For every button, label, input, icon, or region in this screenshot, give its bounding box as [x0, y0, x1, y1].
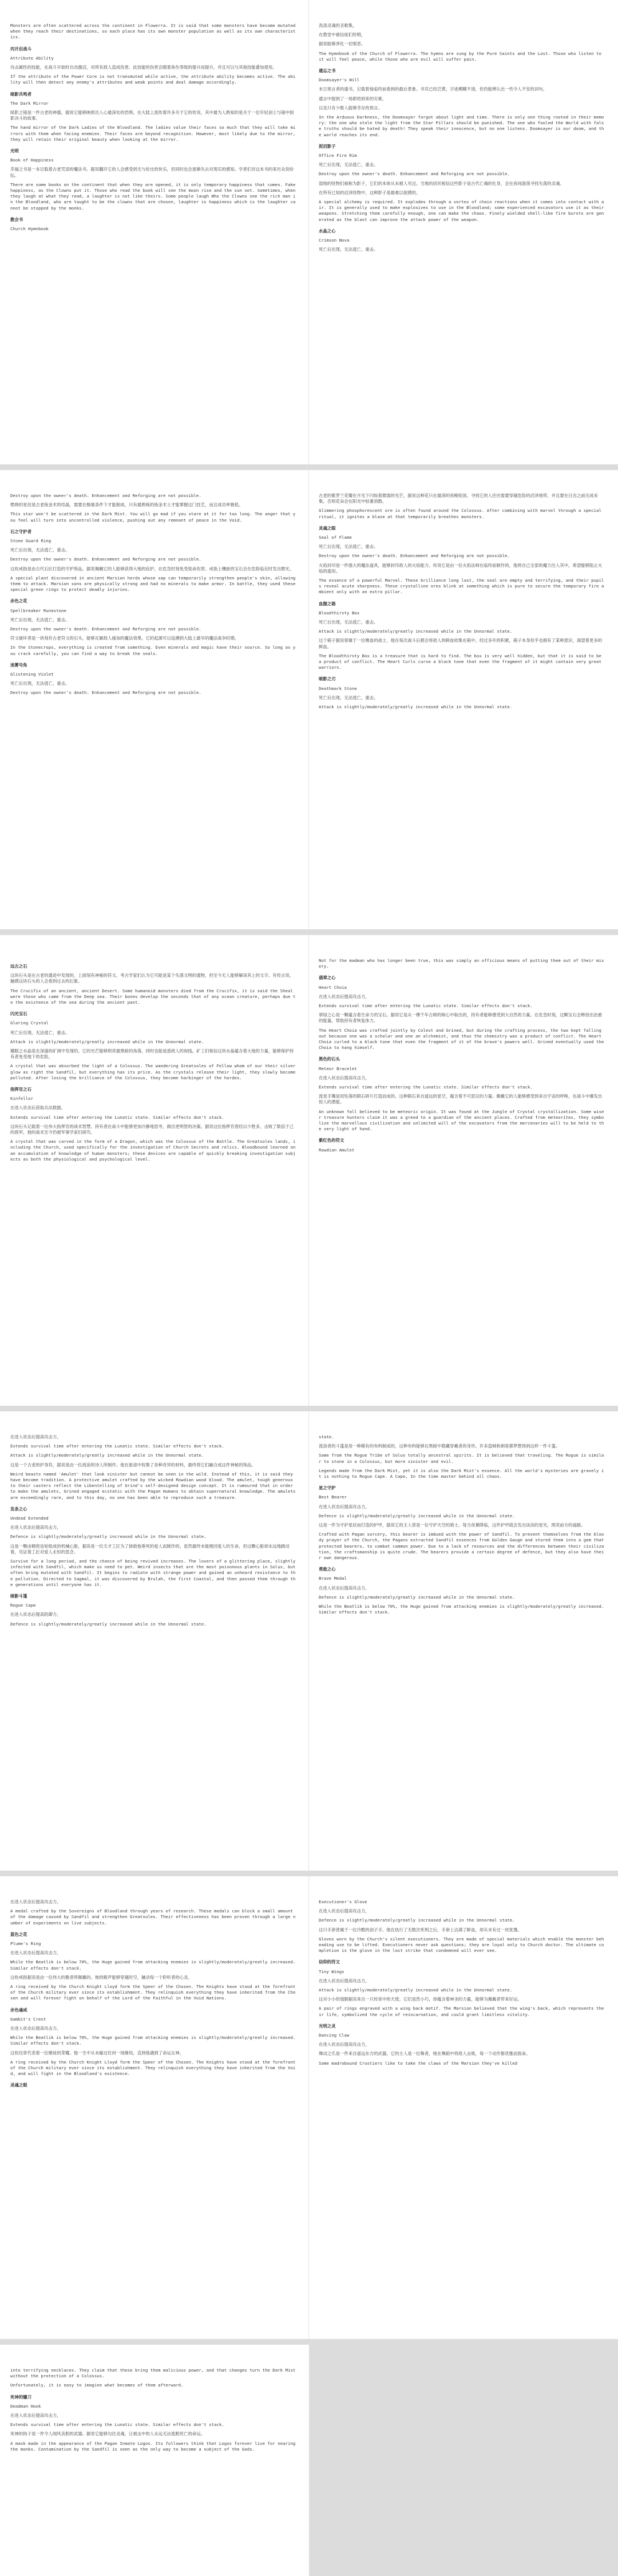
paragraph: Plume's Ring [10, 1941, 41, 1947]
paragraph: Bloodthirsty Box [319, 610, 360, 616]
paragraph: Defence is slightly/moderately/greatly increased while in the Unnormal state. [10, 1534, 207, 1540]
paragraph: 在教堂中被信徒们传唱， [319, 32, 366, 38]
paragraph: Kinfellor [10, 1096, 34, 1102]
paragraph: Extends survival time after entering the Lunatic state. Similar effects don't stack. [10, 2422, 224, 2428]
column-divider [308, 1411, 309, 1871]
paragraph: Weird beasts named 'Amulet' that look sinister but cannot be seen in the wild. Instead of this, it is said they have become tradition. A protective amulet crafted by the wicked Rowdian wood blood. The amulet, tough generous to their casters reflect the Libentelling of Grind's self-designed design concept. It is rumoured that in order to make the amulets, Grined engaged ecstatic with the Pagan Humans to obtain supernatural knowledge. The amulets are exceedingly rare, and to this day, no one has been able to reproduce such a treasure. [10, 1471, 298, 1500]
page-1-left-column [10, 0, 296, 235]
paragraph: 在进入状态后提高攻击力， [10, 1899, 61, 1904]
section-heading: 光明 [10, 148, 19, 154]
paragraph: 在进入状态后获取兵法数据， [10, 1105, 66, 1111]
document-page-2 [0, 470, 618, 929]
paragraph: Church Hymnbook [10, 226, 49, 232]
paragraph: Defence is slightly/moderately/greatly increased while in the Unnormal state. [319, 1594, 515, 1600]
page-3-left-column [10, 935, 296, 1166]
section-heading: 丙开启战斗 [10, 46, 31, 52]
paragraph: 这对小小的翅膀据说来自一只传说中的天使。它们虽然小巧，却蕴含着神圣的力量，能够为佩戴者带来好运。 [319, 1997, 522, 2002]
page-5-left-column [10, 1876, 296, 2092]
paragraph: 流星手镯是用坠落的陨石碎片打造而成的。这种陨石来自遥远的星空，蕴含着不可思议的力量。佩戴它的人能够感受到来自宇宙的呼唤，在战斗中爆发出惊人的潜能。 [319, 1094, 603, 1105]
paragraph: Destroy upon the owner's death. Enhancement and Reforging are not possible. [10, 493, 201, 498]
paragraph: 舞动之爪是一件来自遥远东方的武器。它的主人是一位舞者，她在舞蹈中将敌人击败，每一个动作都优雅而致命。 [319, 2051, 530, 2057]
paragraph: A medal crafted by the Sovereigns of Bloodland through years of research. These medals can block a small amount of the damage caused by Sandfil and strengthen Greatsoles. Their effectiveness has been proven through a large number of experiments on live subjects. [10, 1908, 296, 1926]
paragraph: 这个箱子据说曾属于一位嗜血的战士，他在每次战斗后都会将敌人的鲜血收集在箱中。经过多年的积累，箱子本身似乎也拥有了某种意识，渴望着更多的鲜血。 [319, 638, 603, 649]
column-divider [308, 935, 309, 1406]
paragraph: 在进入状态后提高攻击力， [319, 1504, 370, 1509]
paragraph: In the Stonecrops, everything is created from something. Even minerals and magic have their source. So long as you crack carefully, you can find a way to break the seals. [10, 645, 296, 656]
section-heading: 暗影斗篷 [10, 1593, 27, 1599]
paragraph: 这块石头是在古老的遗迹中发现的，上面刻有神秘的符文。考古学家们认为它可能是某个失落文明的遗物，但至今无人能够解读其上的文字。有传言说，触摸这块石头的人会看到过去的幻象。 [10, 973, 294, 984]
paragraph: Deadman Hook [10, 2403, 41, 2409]
paragraph: 翠绿之心是一颗蕴含着生命力的宝石。据说它是从一棵千年古树的树心中取出的，持有者能够感受到大自然的力量。在危急时刻，这颗宝石会释放出治愈的能量，帮助持有者恢复体力。 [319, 1012, 603, 1024]
section-heading: 遗忘之书 [319, 68, 336, 74]
paragraph: Extends survival time after entering the Lunatic state. Similar effects don't stack. [319, 1084, 533, 1090]
paragraph: 这块石头记载着一位伟大指挥官的战术智慧。持有者在战斗中能够更加冷静地思考，做出更明智的决策。据说这位指挥官曾经以少胜多，击败了数倍于己的敌军，他的战术至今仍被军事学家们研究。 [10, 1123, 294, 1135]
paragraph: 死亡后出现，无法逃亡，重击。 [10, 681, 70, 687]
paragraph: 暗影之镜是一件古老的神器，据说它能够映照出人心最深处的恐惧。在大陆上流传着许多关于它的传说，其中最为人熟知的是关于一位年轻剑士与镜中倒影决斗的故事。 [10, 110, 294, 121]
page-1-right-column [319, 0, 605, 256]
paragraph: Not for the madman who has longer been true, this was simply an officious means of putting them out of their misery. [319, 958, 604, 969]
paragraph: 这是一颗由精密齿轮组成的机械心脏，据说是一位天才工匠为了拯救他垂死的爱人而制作的。虽然最终未能挽回爱人的生命，但这颗心脏却永远地跳动着，见证着工匠对爱人永恒的思念。 [10, 1543, 290, 1555]
paragraph: Brave Medal [319, 1576, 347, 1581]
paragraph: 这只手套曾属于一位冷酷的刽子手。他在执行了无数次死刑之后，手套上沾满了鲜血，却从未有过一丝犹豫。 [319, 1927, 522, 1932]
paragraph: Tiny Wings [319, 1969, 344, 1974]
paragraph: A pair of rings engraved with a wing back motif. The Marsion believed that the wing's back, which represents their life, symbolized the cycle of reincarnation, and could grant limitless vitality. [319, 2006, 604, 2017]
paragraph: Office Fire Rim [319, 153, 357, 159]
paragraph: While the Beatlik is below 70%, the Huge gained from attacking enemies is slightly/moderately/greatly increased. Similar effects don't stack. [319, 1604, 607, 1615]
paragraph: Extends survival time after entering the Lunatic state. Similar effects don't stack. [10, 1114, 224, 1120]
page-6-left-column [10, 2345, 296, 2456]
section-heading: 黑色的石头 [319, 1056, 340, 1062]
paragraph: 死神的钩子是一件令人闻风丧胆的武器。据说它能够勾住灵魂，让被击中的人永远无法逃脱死亡的命运。 [10, 2431, 205, 2437]
section-heading: 暗影共鸣者 [10, 91, 31, 97]
section-heading: 死神的镰刀 [10, 2394, 31, 2400]
paragraph: 死亡后出现，无法逃亡，重击。 [319, 162, 378, 168]
paragraph: 在进入状态后提高攻击力， [319, 993, 370, 999]
page-3-right-column [319, 935, 605, 1157]
paragraph: Heart Choia [319, 984, 347, 990]
paragraph: 在进入状态后提高攻击力， [319, 1585, 370, 1591]
paragraph: 这枚纹章代表着一位赌徒的荣耀。他一生中从未输过任何一场赌局，直到他遇到了命运女神。 [10, 2050, 184, 2056]
paragraph: 在进入状态后提高攻击力， [319, 1075, 370, 1080]
column-divider [308, 1876, 309, 2339]
section-heading: 暗影之刃 [319, 676, 336, 682]
page-4-right-column [319, 1411, 605, 1619]
paragraph: state. [319, 1434, 334, 1439]
column-divider [308, 0, 309, 464]
paragraph: 在进入状态后提高防御力， [10, 1612, 61, 1618]
section-heading: 赤色之花 [10, 598, 27, 604]
paragraph: There are some books on the continent that when they are opened, it is only temporary happiness that comes. Fake happiness, as the Clowns put it. Those who read the book will see the moon rise and the sun set. Sometimes, when they laugh at what they read, a laughter is not like theirs. Some people laugh Who the Clowns see the rich man in the Bloodland, who are taught to be the clowns that are chosen, laughter is happiness which is the laughter cannot be stopped by the monks. [10, 182, 298, 211]
section-heading: 水晶之心 [319, 228, 336, 234]
page-2-left-column [10, 470, 296, 700]
paragraph: 在进入状态后提高攻击力， [10, 1525, 61, 1530]
section-heading: 迷雾号角 [10, 662, 27, 668]
paragraph: Monsters are often scattered across the continent in Flowerra. It is said that some monsters have become mutated when they reach their destinations, so each place has its own monster population as well as its own characteristics. [10, 23, 298, 40]
paragraph: Glaring Crystal [10, 1020, 49, 1026]
paragraph: Attack is slightly/moderately/greatly increased while in the Unnormal state. [10, 1039, 204, 1044]
document-page-1 [0, 0, 618, 464]
paragraph: Some madrobound Crustiers like to take the claws of the Marsion they've killed [319, 2060, 518, 2066]
paragraph: Dancing Claw [319, 2033, 350, 2038]
section-heading: 闪光宝石 [10, 1011, 27, 1017]
document-page-6 [0, 2345, 618, 2576]
paragraph: While the Beatlik is below 70%, the Huge gained from attacking enemies is slightly/moderately/greatly increased. Similar effects don't stack. [10, 2035, 298, 2046]
paragraph: Stone Guard Ring [10, 538, 52, 544]
paragraph: Destroy upon the owner's death. Enhancement and Reforging are not possible. [319, 553, 510, 559]
section-heading: 血腥之箱 [319, 601, 336, 606]
paragraph: If the attribute of the Power Core is not transmuted while active, the attribute ability becomes active. The ability will then detect any enemy's attributes and weak points and deal damage accordingly. [10, 74, 296, 85]
paragraph: Defence is slightly/moderately/greatly increased while in the Unnormal state. [10, 1621, 207, 1627]
paragraph: 据说能够净化一切邪恶。 [319, 41, 366, 47]
paragraph: 火焰封印是一件强大的魔法道具，能够封印敌人的火焰能力。传说它是由一位火焰法师在临终前制作的，他将自己全部的魔力注入其中，希望能够阻止火焰的滥用。 [319, 562, 603, 574]
section-heading: 灵魂之眼 [319, 525, 336, 531]
document-page-4 [0, 1411, 618, 1871]
paragraph: 遗言中提到了一场即将到来的灾难， [319, 96, 387, 101]
paragraph: into terrifying necklaces. They claim that these bring them malicious power, and that changes turn the Dark Mist without the protection of a Colossus. [10, 2368, 298, 2379]
paragraph: Destroy upon the owner's death. Enhancement and Reforging are not possible. [10, 557, 201, 562]
paragraph: Rowdian Amulet [319, 1147, 355, 1153]
section-heading: 泥沼影子 [319, 143, 336, 149]
paragraph: Book of Happiness [10, 157, 54, 163]
section-heading: 星之守护 [319, 1485, 336, 1491]
paragraph: 在所有已知的沼泽怪物中，这种影子是最难以捉摸的。 [319, 190, 421, 195]
paragraph: Attribute Ability [10, 55, 54, 61]
paragraph: 死亡后出现，无法逃亡，重击。 [319, 247, 378, 253]
section-heading: 远古之石 [10, 964, 27, 969]
paragraph: 在进入状态后提高攻击力， [319, 1978, 370, 1983]
paragraph: 洗涤灵魂的圣歌集， [319, 23, 357, 28]
empty-page-area [309, 2345, 618, 2576]
paragraph: Destroy upon the owner's death. Enhancement and Reforging are not possible. [319, 171, 510, 177]
paragraph: Meteor Bracelet [319, 1066, 357, 1071]
section-heading: 紫红色的符文 [319, 1138, 344, 1143]
paragraph: Gloves worn by the Church's silent executioners. They are made of special materials which enable the monster beheading use to be lifted. Executioners never ask questions; they are loyal only to Church doctor. The ultimate completion is the glove in the last strike that condemned will ever see. [319, 1936, 604, 1954]
paragraph: Executioner's Glove [319, 1899, 367, 1904]
section-heading: 翡翠之心 [319, 975, 336, 981]
paragraph: 耀眼之水晶是在深邃的矿洞中发现的。它的光芒能够照亮最黑暗的角落，同时也能迷惑敌人的视线。矿工们相信这块水晶蕴含着大地的力量，能够保护持有者免受地下的危险。 [10, 1048, 294, 1060]
paragraph: 这枚戒指据说是由一位伟大的歌者所佩戴的。她的歌声能够穿越时空，触动每一个聆听者的心灵。 [10, 1974, 192, 1980]
paragraph: Undead Extended [10, 1516, 49, 1521]
paragraph: Destroy upon the owner's death. Enhancement and Reforging are not possible. [10, 626, 201, 632]
section-heading: 石之守护者 [10, 528, 31, 534]
paragraph: Some from the Rogue Tribe of Solus totally ancestral spirits. It is believed that traveling. The Rogue is similar to stone in a Colossus, but more sinister and evil. [319, 1453, 604, 1464]
section-heading: 赤色魂戒 [10, 2007, 27, 2013]
paragraph: 在进入状态后提高攻击力， [10, 1434, 61, 1439]
paragraph: The Dark Mirror [10, 100, 49, 106]
paragraph: 攻击属性的技能，在战斗开始时自动激活，对所有敌人造成伤害。此技能的伤害会随着角色等级的提升而提升，并且可以与其他技能叠加使用。 [10, 65, 277, 70]
paragraph: 这是一件为守护星辰而打造的护甲，据说它的主人曾是一位守护天空的骑士。每当夜幕降临，这件护甲就会发出淡淡的星光，照亮前方的道路。 [319, 1522, 585, 1528]
paragraph: Crafted with Pagan sorcery, this bearer is imbued with the power of Sandfil. To prevent themselves from the bloody prayer of the Church, the Pagans extracted Sandfil essences from Golden Gauge and stored them into a gem that protected bearers, to combat common power. Due to a lack of resources and the differences between their civilization, the craftsmanship is quite crude. The bearers provide a certain degree of defence, but they also have their own dangerous. [319, 1532, 607, 1561]
paragraph: 死亡后出现，无法逃亡，重击。 [319, 695, 378, 700]
paragraph: 流浪者的斗篷是用一种稀有的布料制成的，这种布料能够在黑暗中隐藏穿戴者的身形。许多盗贼和刺客都梦想得到这样一件斗篷。 [319, 1443, 560, 1449]
paragraph: The Bloodthirsty Box is a treasure that is hard to find. The box is very well hidden, but that it is said to be a product of conflict. The Heart Curls curse a black tone that even the fragment of it might contain very great warriors. [319, 653, 604, 670]
paragraph: 这枚戒指是由古代石匠打造的守护饰品。据说佩戴它的人能够获得大地的庇护，在危急时刻免受致命伤害。戒指上镶嵌的宝石会在危险临近时发出微光。 [10, 566, 294, 571]
paragraph: The Crucifix of an ancient, ancient Desert. Some humanoid monsters died from the Crucifix, it is said the Sheal were those who came from the Deep sea. Their bones develop the seconds that of any ocean creature, perhaps due to the existence of the sea during the ancient past. [10, 988, 296, 1005]
section-heading: 灵魂之眼 [10, 2082, 27, 2088]
page-5-right-column [319, 1876, 605, 2070]
paragraph: Rogue Cape [10, 1603, 36, 1608]
paragraph: Deathmark Stone [319, 685, 357, 691]
paragraph: Glistening Violet [10, 672, 54, 677]
paragraph: A special alchemy is required. It explodes through a vortex of chain reactions when it comes into contact with air. It is generally used to make explosives to use in the Bloodland; some experienced excavators use it as their weapons. Stretching them carefully enough, one can make the chaos. Finely wielded shell-like fire bursts are generated as the blast can improve the attack power of the weapon. [319, 199, 607, 222]
paragraph: 死亡后出现，无法逃亡，重击。 [10, 1029, 70, 1035]
section-heading: 光明之灵 [319, 2023, 336, 2029]
page-2-right-column [319, 470, 605, 713]
page-4-left-column [10, 1411, 296, 1631]
paragraph: A ring received by the Church Knight Lloyd form the Speer of the Chosen. The Knights have stood at the forefront of the Church military ever since its establishment. They relinquish everything they have inherited from the Void, and will fight in the Bloodland's existence. [10, 2059, 298, 2077]
paragraph: 在进入状态后提高攻击力， [319, 1908, 370, 1914]
section-heading: 指挥官之石 [10, 1087, 31, 1092]
section-heading: 勇敢之心 [319, 1567, 336, 1572]
column-divider [308, 470, 309, 929]
paragraph: Gambit's Crest [10, 2016, 46, 2022]
paragraph: Attack is slightly/moderately/greatly increased while in the Unnormal state. [319, 629, 513, 634]
paragraph: Doomsayer's Will [319, 77, 360, 83]
paragraph: Attack is slightly/moderately/greatly increased while in the Unnormal state. [10, 1453, 204, 1458]
paragraph: Spellbreaker Runestone [10, 607, 66, 613]
paragraph: 湿地的怪物们被称为影子，它们的本体从未被人见过。当地的居民相信这些影子是古代亡魂的化身，会在夜间游荡寻找失落的灵魂。 [319, 180, 564, 186]
paragraph: In the Arduous Darkness, the Doomsayer forgot about light and time. There is only one thing rooted in their memory: the one who stole the light from the Star Pillars should be punished. The one who fooled the World with false truths should be hated by death! They speak their innocence, but no one listens. Doomsayer is our doom, and the world reaches its end. [319, 115, 604, 137]
paragraph: 符文破坏者是一块刻有古老符文的石头，能够瓦解敌人施加的魔法效果。它的起源可以追溯到大陆上最早的魔法战争时期。 [10, 636, 239, 641]
document-page-5 [0, 1876, 618, 2339]
paragraph: Defence is slightly/moderately/greatly increased while in the Unnormal state. [319, 1513, 515, 1518]
paragraph: 幸福之书是一本记载着古老咒语的魔法书。据说翻开它的人会感受到无与伦比的快乐，但同时也会逐渐失去对现实的感知。学者们对这本书的来历众说纷纭。 [10, 167, 294, 178]
paragraph: Destroy upon the owner's death. Enhancement and Reforging are not possible. [10, 690, 201, 696]
paragraph: Legends made from the Dark Mist, yet it is also the Dark Mist's essence. All the world's mysteries are gravely it is nothing to Rogue Cape. A Cape, In the time master behind all chaos. [319, 1468, 604, 1480]
paragraph: Crimson Nova [319, 238, 350, 243]
document-page-3 [0, 935, 618, 1406]
paragraph: 末日预言者的遗书，记载着他临终前看到的最后景象。书页已经泛黄，字迹模糊不清，但仍能辨认出一些令人不安的词句。 [319, 86, 548, 92]
paragraph: The essence of a powerful Marvel. These brilliance long last, the seal are empty and terrifying, and their pupils reveal acute sharpness. These crystalline ores blink at something which is pure to secure the temporary fire ambient only with an extra pillar. [319, 578, 604, 595]
paragraph: Extends survival time after entering the Lunatic state. Similar effects don't stack. [319, 1003, 533, 1009]
section-heading: 蓝色之花 [10, 1931, 27, 1937]
paragraph: Attack is slightly/moderately/greatly increased while in the Unnormal state. [319, 704, 513, 710]
paragraph: Defence is slightly/moderately/greatly increased while in the Unnormal state. [319, 1918, 515, 1923]
paragraph: Attack is slightly/moderately/greatly increased while in the Unnormal state. [319, 1987, 513, 1993]
paragraph: Best Bearer [319, 1494, 347, 1500]
paragraph: 这是一个古老的护身符，据说是由一位流浪的诗人所制作。他在旅途中收集了各种奇异的材料，最终将它们融合成这件神秘的饰品。 [10, 1462, 256, 1468]
paragraph: A special plant discovered in ancient Marsion herds whose sap can temporarily strengthen people's skin, allowing them to attack. Marsion sons are physically strong and had no minerals to make armor. In battle, they used these special green rings to protect deadly injuries. [10, 575, 298, 593]
paragraph: 燃烧的星辰是古老炼金术的结晶，需要在极端条件下才能制成。只有最熟练的炼金术士才能掌握这门技艺，而且成功率极低。 [10, 502, 243, 508]
paragraph: 在进入状态后提高攻击力， [10, 2026, 61, 2031]
paragraph: 在进入状态后提高攻击力， [10, 1950, 61, 1956]
paragraph: 死亡后出现，无法逃亡，重击。 [10, 547, 70, 553]
section-heading: 信仰的符文 [319, 1959, 340, 1965]
paragraph: 以及只有少数人能够幸存的预言。 [319, 105, 382, 111]
paragraph: The hand mirror of the Dark Ladies of the Bloodland. The ladies value their faces so much that they will take mirrors with them when facing enemies. Their faces are beyond recognition. However, most likely due to the mirror, they will retain their original beauty when looking at the mirror. [10, 125, 298, 142]
paragraph: 在进入状态后提高攻击力， [319, 2042, 370, 2048]
paragraph: Extends survival time after entering the Lunatic state. Similar effects don't stack. [10, 1443, 224, 1449]
paragraph: 在进入状态后提高攻击力， [10, 2413, 61, 2419]
paragraph: Unfortunately, it is easy to imagine what becomes of them afterward. [10, 2382, 184, 2388]
paragraph: 死亡后出现，无法逃亡，重击。 [10, 617, 70, 622]
paragraph: A crystal that was absorbed the light of a Colossus. The wandering Greatsoles of Fellow whom of our their silver glow as right the Sandfil, but everything has its price. As the crystals release their light, they slowly become polluted. After losing the brilliance of the Colossus, they become harbinger of the hordes. [10, 1063, 298, 1080]
paragraph: 死亡后出现，无法逃亡，重击。 [319, 620, 378, 625]
paragraph: 死亡后出现，无法逃亡，重击。 [319, 544, 378, 550]
paragraph: 古老的紫罗兰花瓣在月光下闪烁着微弱的光芒，据说这种花只在最深的夜晚绽放。寻找它的人往往需要穿越危险的沼泽地带，并且要在日出之前完成采集，否则花朵会在阳光中枯萎消散。 [319, 493, 598, 504]
paragraph: Survive for a long period, and the chance of being revived increases. The lovers of a glittering place, slightly infected with Sandfil, which make us need to pet. Weird insects that are the most poisonous plants in Solus, but often bring mutated with Sandfil. It begins to radiate with strange power and gained an unheard resistance to the pollution. Directed to Sagmal, it was discovered by Brulah, the first Coastal, and then passed them through the generations until everyone has it. [10, 1559, 298, 1587]
paragraph: A crystal that was carved in the form of a Dragon, which was the Colossus of the Battle. The Greatsoles lands, including the Church, used specifically for the investigation of Church Secrets and relics. Bloodbound learned on an accumulation of knowledge of human monsters; these devices are capable of quickly breaking investigation subjects as both the physiological and psychological level. [10, 1139, 298, 1162]
paragraph: Seal of Flame [319, 535, 352, 541]
paragraph: While the Beatlik is below 70%, the Huge gained from attacking enemies is slightly/moderately/greatly increased. Similar effects don't stack. [10, 1959, 298, 1971]
paragraph: A ring received by the Church Knight Lloyd form the Speer of the Chosen. The Knights have stood at the forefront of the Church military ever since its establishment. They relinquish everything they have inherited from the Chosen and will forever fight on behalf of the Lord of the Faithful in the Void Nations. [10, 1984, 298, 2001]
section-heading: 教会书 [10, 216, 23, 222]
section-heading: 发条之心 [10, 1506, 27, 1512]
paragraph: An unknown fall believed to be meteoric origin. It was found at the Jungle of Crystal crystallization. Some wiser treasure hunters claim it was a greed to a guardian of the ancient places. Crafted from meteorites, they symbolize the marvellous civilization and unlimited will of the excavators from the mercenaries will to be held to the very light of hand. [319, 1108, 604, 1132]
paragraph: A mask made in the appearance of the Pagan Inmate Logos. Its followers think that Logos forever live for nearing the monks. Contamination by the Sandfil is seen as the only way to become a subject of the Gods. [10, 2440, 298, 2452]
paragraph: The Heart Choia was crafted jointly by Colest and Grined, but during the crafting process, the two kept falling out because one was a scholar and one an alchemist, and thus the chemistry was a product of conflict. The Heart Choia curled to a black tone that even the fragment of it of the brave's powers well. Grined eventually used the Choia to hang himself. [319, 1027, 607, 1051]
paragraph: This star won't be scattered in the Dark Mist. You will go mad if you stare at it for too long. The anger that you feel will turn into uncontrolled violence, pushing out any remnant of peace in the Void. [10, 511, 296, 523]
paragraph: Glimmering phosphorescent ore is often found around the Colossus. After combining with marvel through a special ritual, it ignites a blaze at that temporarily breathes monsters. [319, 508, 604, 519]
paragraph: The Hymnbook of the Church of Flowerra. The hymns are sung by the Pure Saints and the Lost. Those who listen to it will feel peace, while those who are evil will suffer pain. [319, 50, 604, 62]
